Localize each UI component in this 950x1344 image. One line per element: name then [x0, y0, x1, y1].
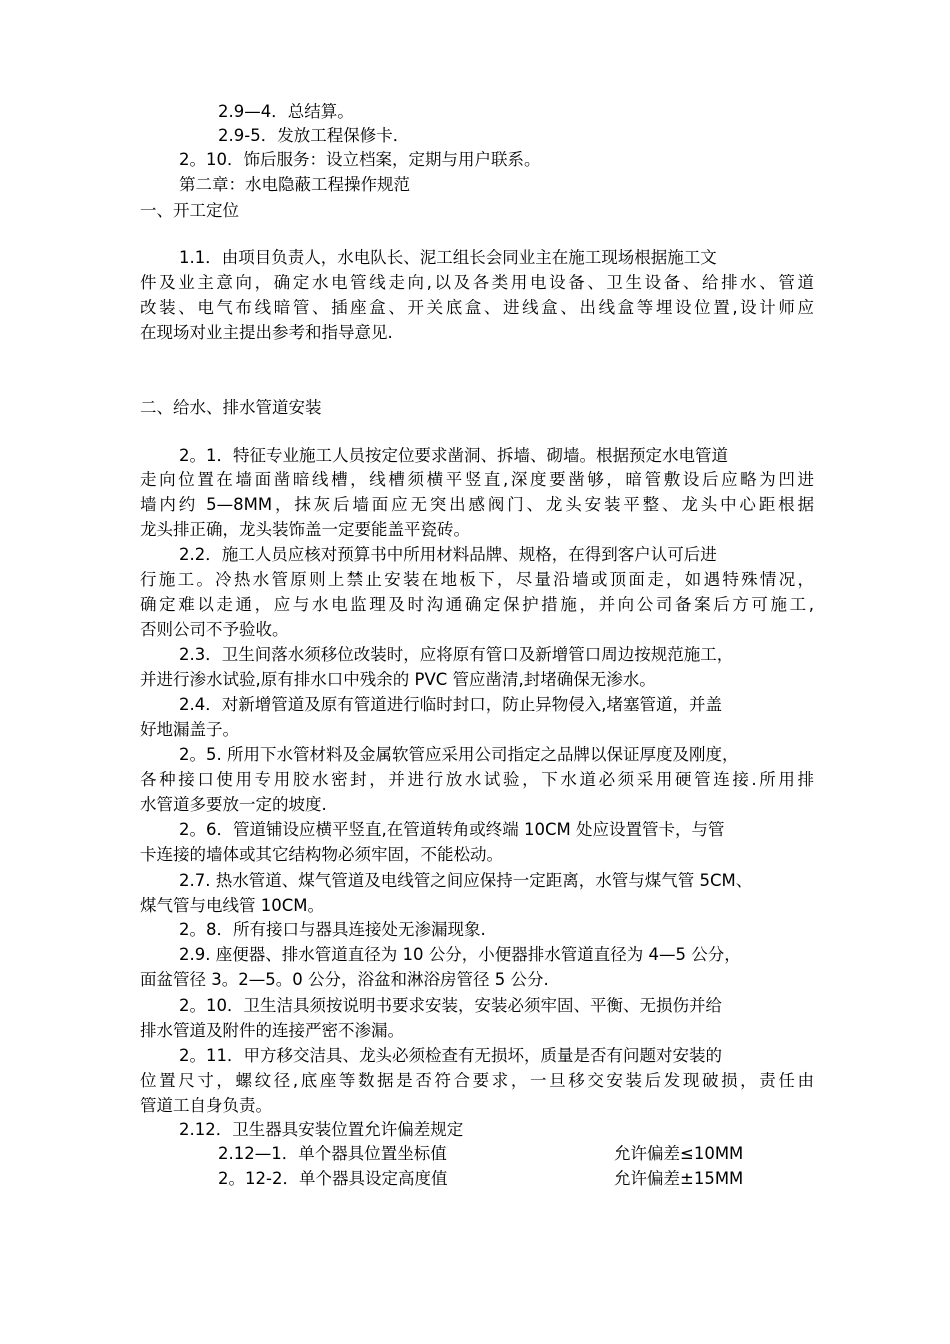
text-line: 2。10．饰后服务：设立档案，定期与用户联系。 — [179, 150, 541, 169]
paragraph-line: 面盆管径 3。2—5。0 公分，浴盆和淋浴房管径 5 公分. — [140, 970, 549, 989]
paragraph-line: 排水管道及附件的连接严密不渗漏。 — [140, 1021, 404, 1040]
chapter-title: 第二章：水电隐蔽工程操作规范 — [179, 175, 410, 194]
paragraph-line: 煤气管与电线管 10CM。 — [140, 896, 324, 915]
paragraph-line: 2.4．对新增管道及原有管道进行临时封口，防止异物侵入,堵塞管道，并盖 — [179, 695, 722, 714]
paragraph-line: 走向位置在墙面凿暗线槽，线槽须横平竖直,深度要凿够，暗管敷设后应略为凹进 — [140, 470, 814, 489]
paragraph-line: 确定难以走通，应与水电监理及时沟通确定保护措施，并向公司备案后方可施工, — [140, 595, 814, 614]
paragraph-line: 2。1．特征专业施工人员按定位要求凿洞、拆墙、砌墙。根据预定水电管道 — [179, 446, 728, 465]
paragraph-line: 并进行渗水试验,原有排水口中残余的 PVC 管应凿清,封堵确保无渗水。 — [140, 670, 656, 689]
paragraph-line: 墙内约 5—8MM，抹灰后墙面应无突出感阀门、龙头安装平整、龙头中心距根据 — [140, 495, 814, 514]
paragraph-line: 管道工自身负责。 — [140, 1096, 272, 1115]
text-line: 2.9—4．总结算。 — [218, 102, 354, 121]
paragraph-line: 2。8．所有接口与器具连接处无渗漏现象. — [179, 920, 486, 939]
paragraph-line: 好地漏盖子。 — [140, 720, 239, 739]
paragraph-line: 行施工。冷热水管原则上禁止安装在地板下，尽量沿墙或顶面走，如遇特殊情况， — [140, 570, 814, 589]
paragraph-line: 2.2．施工人员应核对预算书中所用材料品牌、规格，在得到客户认可后进 — [179, 545, 717, 564]
paragraph-line: 卡连接的墙体或其它结构物必须牢固，不能松动。 — [140, 845, 503, 864]
paragraph-line: 龙头排正确，龙头装饰盖一定要能盖平瓷砖。 — [140, 520, 470, 539]
paragraph-line: 2。5. 所用下水管材料及金属软管应采用公司指定之品牌以保证厚度及刚度， — [179, 745, 739, 764]
tolerance-item-label: 2。12-2．单个器具设定高度值 — [218, 1169, 448, 1188]
section-heading: 一、开工定位 — [140, 201, 239, 220]
text-line: 2.9-5．发放工程保修卡． — [218, 126, 410, 145]
tolerance-item-label: 2.12—1．单个器具位置坐标值 — [218, 1144, 447, 1163]
paragraph-line: 2。11．甲方移交洁具、龙头必须检查有无损坏，质量是否有问题对安装的 — [179, 1046, 722, 1065]
paragraph-line: 1.1．由项目负责人，水电队长、泥工组长会同业主在施工现场根据施工文 — [179, 248, 717, 267]
paragraph-line: 2。6．管道铺设应横平竖直,在管道转角或终端 10CM 处应设置管卡，与管 — [179, 820, 725, 839]
paragraph-line: 2。10．卫生洁具须按说明书要求安装，安装必须牢固、平衡、无损伤并给 — [179, 996, 722, 1015]
paragraph-line: 位置尺寸，螺纹径,底座等数据是否符合要求，一旦移交安装后发现破损，责任由 — [140, 1071, 814, 1090]
paragraph-line: 2.7. 热水管道、煤气管道及电线管之间应保持一定距离，水管与煤气管 5CM、 — [179, 871, 753, 890]
paragraph-line: 改装、电气布线暗管、插座盒、开关底盒、进线盒、出线盒等埋设位置,设计师应 — [140, 298, 814, 317]
paragraph-line: 各种接口使用专用胶水密封，并进行放水试验，下水道必须采用硬管连接.所用排 — [140, 770, 814, 789]
section-heading: 二、给水、排水管道安装 — [140, 398, 322, 417]
paragraph-line: 水管道多要放一定的坡度. — [140, 795, 327, 814]
paragraph-line: 件及业主意向，确定水电管线走向,以及各类用电设备、卫生设备、给排水、管道 — [140, 273, 814, 292]
paragraph-line: 2.12．卫生器具安装位置允许偏差规定 — [179, 1120, 464, 1139]
paragraph-line: 2.3．卫生间落水须移位改装时，应将原有管口及新增管口周边按规范施工， — [179, 645, 734, 664]
paragraph-line: 2.9. 座便器、排水管道直径为 10 公分，小便器排水管道直径为 4—5 公分， — [179, 945, 741, 964]
paragraph-line: 否则公司不予验收。 — [140, 620, 289, 639]
paragraph-line: 在现场对业主提出参考和指导意见. — [140, 323, 393, 342]
tolerance-item-value: 允许偏差≤10MM — [614, 1144, 744, 1163]
tolerance-item-value: 允许偏差±15MM — [614, 1169, 744, 1188]
